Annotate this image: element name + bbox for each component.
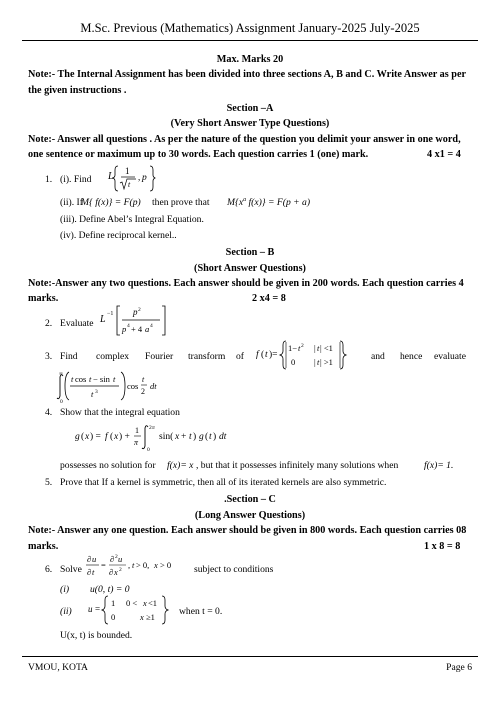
svg-text:,: , <box>128 560 131 570</box>
svg-text:2: 2 <box>301 343 304 349</box>
question-3-word-fourier: Fourier <box>145 351 174 362</box>
svg-text:+: + <box>181 432 187 442</box>
svg-text:∂: ∂ <box>109 567 114 577</box>
svg-text:2: 2 <box>119 567 122 573</box>
svg-text:+ 4: + 4 <box>131 324 143 334</box>
section-b-note-line1: Note:-Answer any two questions. Each answer should be given in 200 words. Each question carries 4 <box>28 278 464 289</box>
question-1-iv: (iv). Define reciprocal kernel.. <box>60 230 177 241</box>
question-6-bounded: U(x, t) is bounded. <box>60 630 133 641</box>
section-a-note-line1: Note:- Answer all questions . As per the nature of the question you delimit your answer in one word, <box>28 134 461 145</box>
svg-text:cos: cos <box>75 374 87 384</box>
section-c-note-line1: Note:- Answer any one question. Each answer should be given in 800 words. Each question carries 08 <box>28 525 467 536</box>
laplace-expression-1 <box>108 160 168 196</box>
svg-text:t: t <box>265 350 268 360</box>
svg-text:dt: dt <box>150 381 157 391</box>
question-1-iii: (iii). Define Abel’s Integral Equation. <box>60 214 204 225</box>
svg-text:0: 0 <box>60 399 63 405</box>
svg-text:x: x <box>85 432 90 442</box>
question-2-number: 2. <box>45 318 53 329</box>
svg-text:∂: ∂ <box>87 567 92 577</box>
svg-text:=: = <box>95 604 101 614</box>
svg-text:∞: ∞ <box>59 371 63 377</box>
svg-text:g: g <box>199 432 204 442</box>
svg-text:,: , <box>138 172 141 182</box>
question-1-number: 1. <box>45 174 53 185</box>
question-4-condition-2: f(x)= 1. <box>424 460 454 471</box>
svg-text:L: L <box>100 314 106 325</box>
question-4-text: Show that the integral equation <box>60 407 180 418</box>
svg-text:u: u <box>88 604 93 614</box>
svg-text:π: π <box>134 438 139 447</box>
svg-text:cos: cos <box>127 381 139 391</box>
question-4-condition-1: f(x)= x <box>167 460 194 471</box>
section-c-marks: 1 x 8 = 8 <box>424 541 461 552</box>
svg-text:(: ( <box>110 432 114 442</box>
main-note-line1: Note:- The Internal Assignment has been divided into three sections A, B and C. Write Answer as per <box>28 69 466 80</box>
question-6-conditions-text: subject to conditions <box>194 564 274 575</box>
svg-text:3: 3 <box>95 389 98 395</box>
question-2-text: Evaluate <box>60 318 94 329</box>
question-3-integral <box>57 368 197 404</box>
svg-text:sin(: sin( <box>159 432 174 442</box>
svg-text:) +: ) + <box>119 432 130 442</box>
svg-text:<1: <1 <box>148 598 158 608</box>
section-c-subtitle: (Long Answer Questions) <box>194 510 306 521</box>
question-4-number: 4. <box>45 407 53 418</box>
svg-text:∂: ∂ <box>87 554 92 564</box>
question-1-ii-formula-2: $M\{x^a$ f(x)} = F(p + a) <box>227 197 311 209</box>
svg-text:f: f <box>256 350 259 360</box>
footer-page-number: Page 6 <box>446 662 472 673</box>
svg-text:x: x <box>114 567 118 577</box>
condition-ii-label: (ii) <box>60 606 72 617</box>
svg-text:2: 2 <box>138 307 141 313</box>
question-3-word-evaluate: evaluate <box>434 351 466 362</box>
svg-text:p: p <box>142 173 147 183</box>
svg-text:|: | <box>314 343 316 353</box>
question-1-ii-middle: then prove that <box>152 197 210 208</box>
svg-text:| <1: | <1 <box>320 343 333 353</box>
svg-text:∂: ∂ <box>110 554 115 564</box>
question-3-word-and: and <box>371 351 385 362</box>
svg-text:=: = <box>101 560 106 570</box>
svg-text:1: 1 <box>125 166 130 176</box>
condition-ii-when: when t = 0. <box>179 606 223 617</box>
svg-text:0: 0 <box>147 447 150 453</box>
section-a-title: Section –A <box>226 103 274 114</box>
svg-text:): ) <box>213 432 217 442</box>
question-3-word-of: of <box>236 351 244 362</box>
question-6-number: 6. <box>45 564 53 575</box>
svg-text:t: t <box>298 343 301 353</box>
svg-text:t: t <box>209 432 212 442</box>
svg-text:t: t <box>128 180 131 189</box>
integral-equation <box>75 421 255 455</box>
svg-text:t: t <box>317 357 320 367</box>
section-b-title: Section – B <box>225 247 275 258</box>
svg-text:dt: dt <box>219 432 227 442</box>
section-c-title: .Section – C <box>224 494 276 505</box>
svg-text:0: 0 <box>111 612 116 622</box>
question-5-text: Prove that If a kernel is symmetric, then all of its iterated kernels are also symmetric. <box>60 477 387 488</box>
svg-text:4: 4 <box>127 323 130 329</box>
max-marks: Max. Marks 20 <box>216 54 284 65</box>
svg-text:t: t <box>132 560 135 570</box>
svg-text:t: t <box>89 374 92 384</box>
svg-text:(: ( <box>81 432 85 442</box>
footer-left: VMOU, KOTA <box>28 662 88 673</box>
main-note-line2: the given instructions . <box>28 85 127 96</box>
svg-text:0 <: 0 < <box>126 598 138 608</box>
heat-equation <box>86 552 192 580</box>
svg-text:t: t <box>71 374 74 384</box>
initial-condition-piecewise <box>88 594 176 626</box>
question-3-word-find: Find <box>60 351 78 362</box>
section-a-note-line2: one sentence or maximum up to 30 words. Each question carries 1 (one) mark. <box>28 149 369 160</box>
svg-text:0: 0 <box>291 357 296 367</box>
svg-text:1: 1 <box>111 598 116 608</box>
svg-text:1−: 1− <box>288 343 298 353</box>
question-4-conclusion-a: possesses no solution for <box>60 460 156 471</box>
section-c-note-line2: marks. <box>28 541 59 552</box>
svg-text:t: t <box>142 375 145 384</box>
svg-text:x: x <box>143 598 147 608</box>
svg-text:x: x <box>175 432 180 442</box>
question-5-number: 5. <box>45 477 53 488</box>
condition-i-text: u(0, t) = 0 <box>90 584 130 595</box>
section-b-subtitle: (Short Answer Questions) <box>194 263 306 274</box>
svg-text:2: 2 <box>115 554 118 560</box>
svg-text:p: p <box>133 307 138 317</box>
svg-text:t: t <box>317 343 320 353</box>
section-a-marks: 4 x1 = 4 <box>427 149 461 160</box>
svg-text:t: t <box>113 374 116 384</box>
svg-text:− sin: − sin <box>93 374 110 384</box>
svg-text:2: 2 <box>141 387 145 396</box>
svg-text:1: 1 <box>135 426 139 435</box>
page-header: M.Sc. Previous (Mathematics) Assignment January-2025 July-2025 <box>80 21 420 35</box>
svg-text:)=: )= <box>269 350 278 360</box>
svg-text:): ) <box>193 432 197 442</box>
svg-text:| >1: | >1 <box>320 357 333 367</box>
svg-text:π: π <box>152 425 155 431</box>
svg-text:u: u <box>92 554 97 564</box>
question-3-word-complex: complex <box>96 351 130 362</box>
svg-text:p: p <box>122 324 127 334</box>
section-b-note-line2: marks. <box>28 293 59 304</box>
svg-text:g: g <box>75 432 80 442</box>
condition-i-label: (i) <box>60 584 70 595</box>
question-3-word-transform: transform <box>188 351 226 362</box>
question-1-ii-formula-1: M{ f(x)} = F(p) <box>81 197 141 208</box>
header-rule <box>22 40 478 41</box>
svg-text:> 0: > 0 <box>160 560 172 570</box>
svg-text:x: x <box>154 560 158 570</box>
svg-text:t: t <box>189 432 192 442</box>
svg-text:≥1: ≥1 <box>146 612 155 622</box>
section-b-marks: 2 x4 = 8 <box>252 293 286 304</box>
svg-text:x: x <box>114 432 119 442</box>
svg-text:4: 4 <box>150 323 153 329</box>
svg-text:2: 2 <box>149 425 152 431</box>
svg-text:t: t <box>91 389 94 399</box>
svg-text:−1: −1 <box>107 311 114 317</box>
question-6-solve: Solve <box>60 564 82 575</box>
svg-text:(: ( <box>205 432 209 442</box>
svg-text:a: a <box>145 324 150 334</box>
piecewise-function-f <box>256 339 356 371</box>
svg-text:|: | <box>314 357 316 367</box>
svg-text:> 0,: > 0, <box>136 560 150 570</box>
question-3-number: 3. <box>45 351 53 362</box>
question-1-i: (i). Find <box>60 174 92 185</box>
footer-rule <box>22 656 478 657</box>
svg-text:L: L <box>108 171 114 182</box>
svg-text:f: f <box>105 432 108 442</box>
svg-text:u: u <box>118 554 123 564</box>
section-a-subtitle: (Very Short Answer Type Questions) <box>170 118 330 129</box>
svg-text:t: t <box>92 567 95 577</box>
svg-text:(: ( <box>261 350 265 360</box>
inverse-laplace-expression <box>100 302 172 338</box>
question-1-ii-prefix: (ii). If <box>60 197 83 208</box>
question-4-conclusion-b: , but that it possesses infinitely many solutions when <box>196 460 399 471</box>
question-3-word-hence: hence <box>400 351 423 362</box>
svg-text:x: x <box>140 612 144 622</box>
svg-text:) =: ) = <box>90 432 101 442</box>
